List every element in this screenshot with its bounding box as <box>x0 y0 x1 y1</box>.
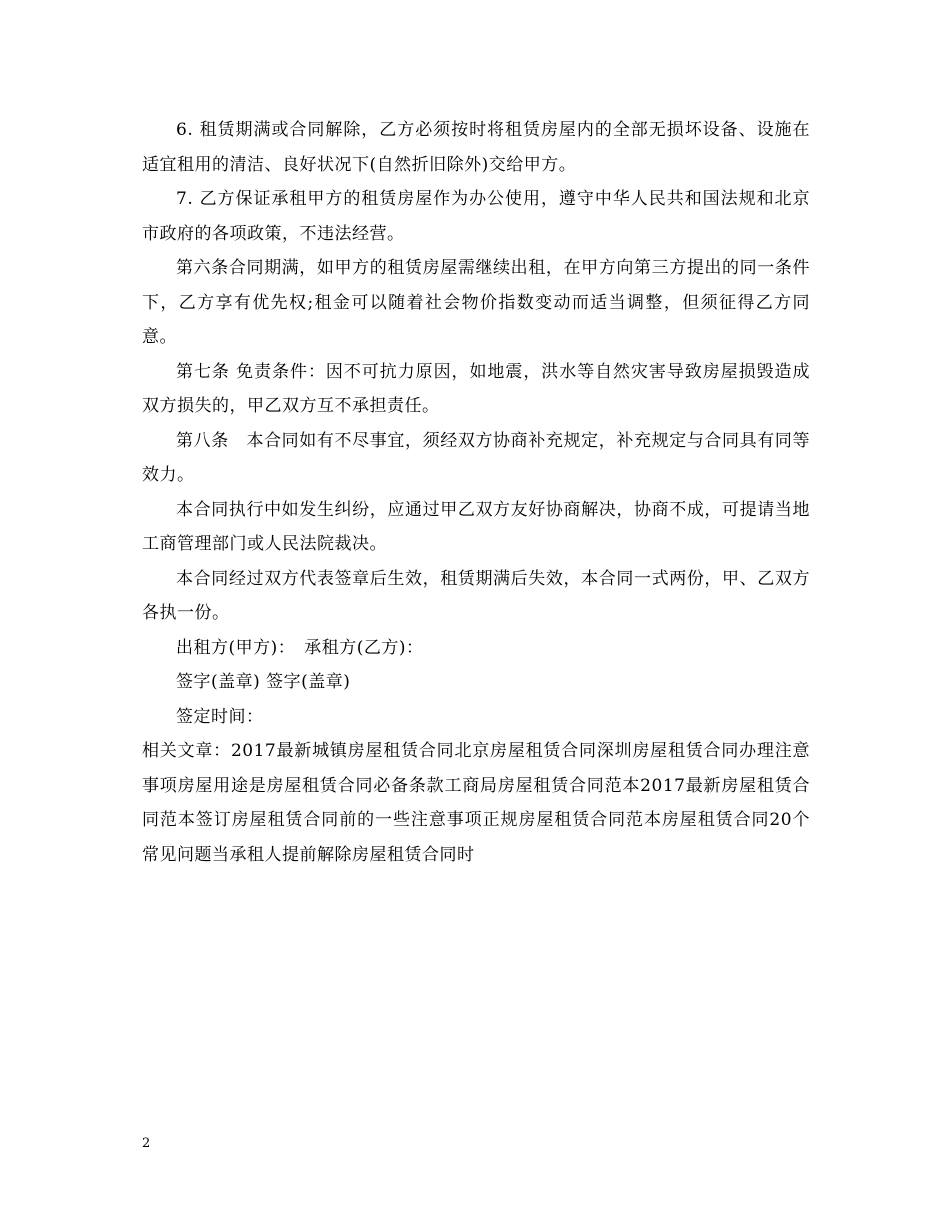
clause-6-paragraph: 6. 租赁期满或合同解除，乙方必须按时将租赁房屋内的全部无损坏设备、设施在适宜租用的清洁、良好状况下(自然折旧除外)交给甲方。 <box>142 120 810 175</box>
page-number: 2 <box>142 1136 151 1151</box>
effect-paragraph: 本合同经过双方代表签章后生效，租赁期满后失效，本合同一式两份，甲、乙双方各执一份。 <box>142 568 810 623</box>
document-body <box>142 113 810 872</box>
related-articles: 相关文章：2017最新城镇房屋租赁合同北京房屋租赁合同深圳房屋租赁合同办理注意事项房屋用途是房屋租赁合同必备条款工商局房屋租赁合同范本2017最新房屋租赁合同范本签订房屋租赁合同前的一些注意事项正规房屋租赁合同范本房屋租赁合同20个常见问题当承租人提前解除房屋租赁合同时 <box>142 741 810 865</box>
article-7-paragraph: 第七条 免责条件：因不可抗力原因，如地震，洪水等自然灾害导致房屋损毁造成双方损失的，甲乙双方互不承担责任。 <box>142 361 810 416</box>
parties-line: 出租方(甲方)： 承租方(乙方)： <box>176 637 424 658</box>
clause-7-paragraph: 7. 乙方保证承租甲方的租赁房屋作为办公使用，遵守中华人民共和国法规和北京市政府的各项政策，不违法经营。 <box>142 189 810 244</box>
signing-date-line: 签定时间： <box>176 706 264 727</box>
signature-line: 签字(盖章) 签字(盖章) <box>176 672 351 692</box>
article-6-paragraph: 第六条合同期满，如甲方的租赁房屋需继续出租，在甲方向第三方提出的同一条件下，乙方享有优先权;租金可以随着社会物价指数变动而适当调整，但须征得乙方同意。 <box>142 258 810 347</box>
article-8-paragraph: 第八条 本合同如有不尽事宜，须经双方协商补充规定，补充规定与合同具有同等效力。 <box>142 430 810 485</box>
dispute-paragraph: 本合同执行中如发生纠纷，应通过甲乙双方友好协商解决，协商不成，可提请当地工商管理部门或人民法院裁决。 <box>142 499 810 554</box>
